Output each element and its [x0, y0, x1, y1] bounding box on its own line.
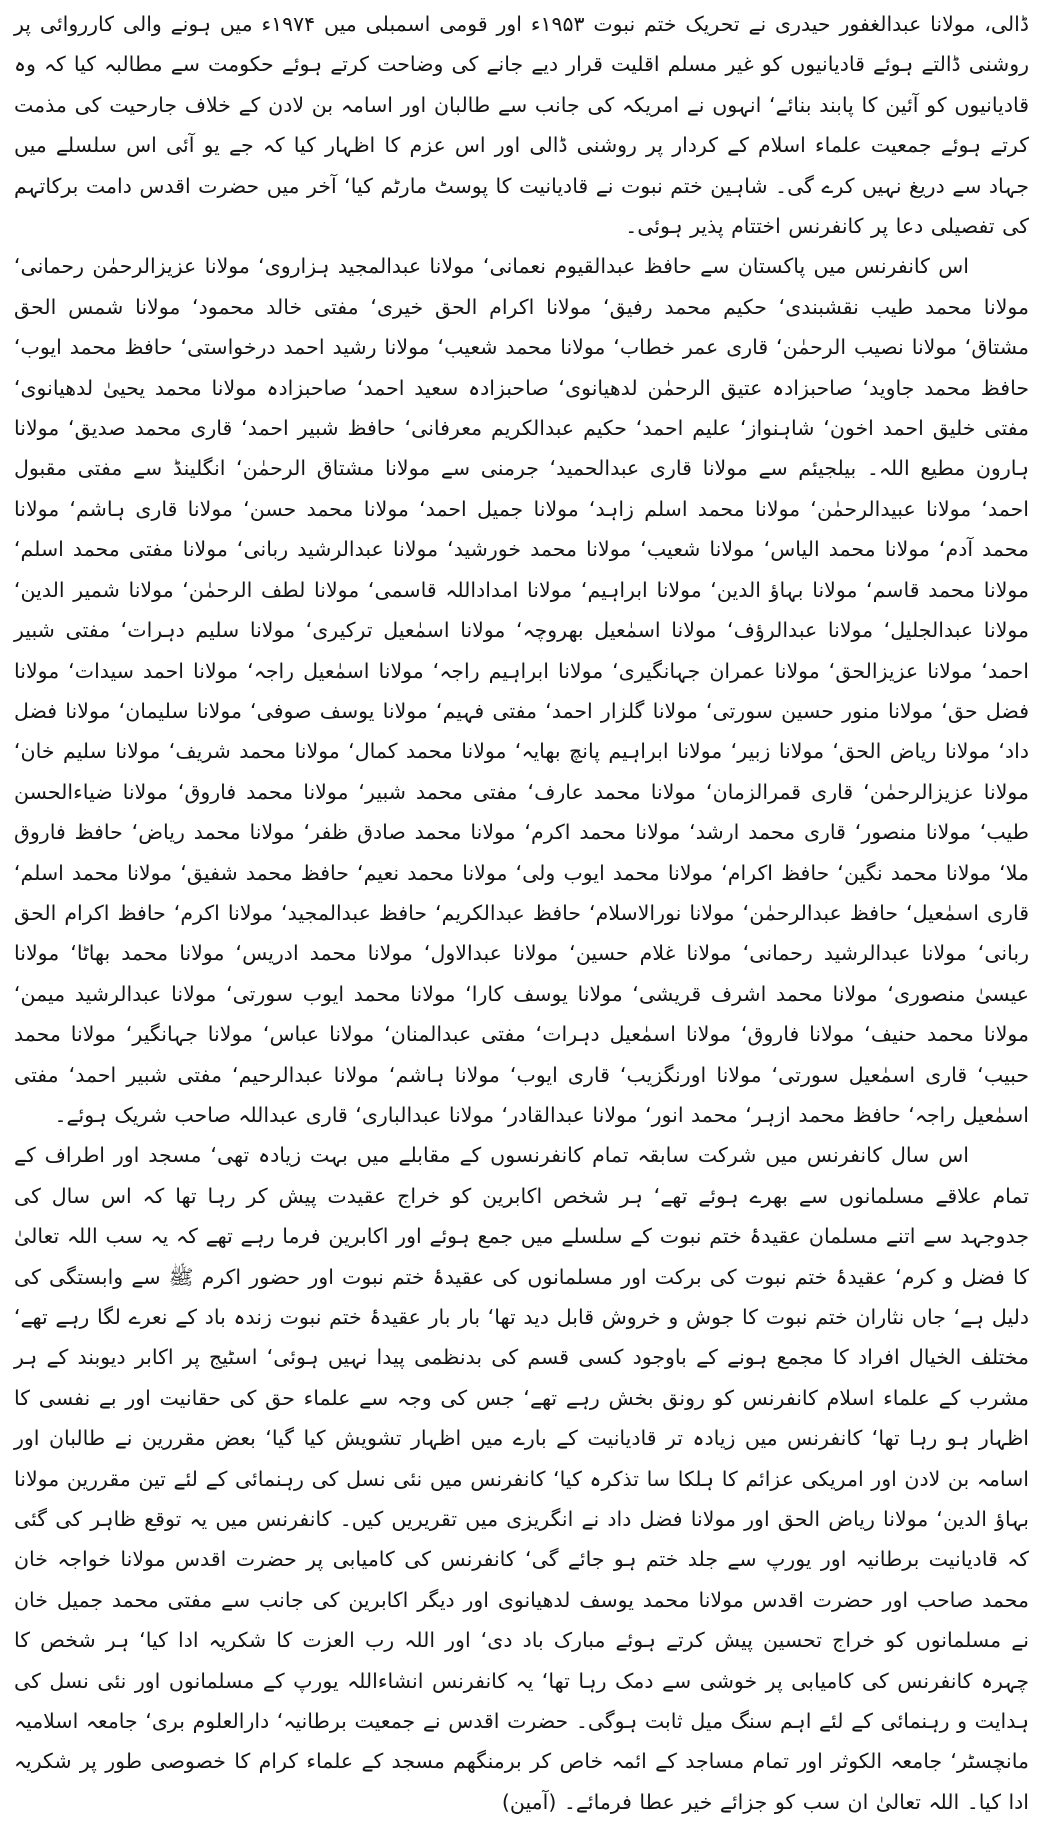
newspaper-text-column: [14, 4, 1029, 1814]
paragraph-conference-summary: ڈالی، مولانا عبدالغفور حیدری نے تحریک ختم نبوت ۱۹۵۳ء اور قومی اسمبلی میں ۱۹۷۴ء میں ہونے والی کارروائی پر روشنی ڈالتے ہوئے قادیانیوں کو غیر مسلم اقلیت قرار دیے جانے کی وضاحت کرتے ہوئے حکومت سے مطالبہ کیا کہ وہ قادیانیوں کو آئین کا پابند بنائے‘ انہوں نے امریکہ کی جانب سے طالبان اور اسامہ بن لادن کے خلاف جارحیت کی مذمت کرتے ہوئے جمعیت علماء اسلام کے کردار پر روشنی ڈالی اور اس عزم کا اظہار کیا کہ جے یو آئی اس سلسلے میں جہاد سے دریغ نہیں کرے گی۔ شاہین ختم نبوت نے قادیانیت کا پوسٹ مارٹم کیا‘ آخر میں حضرت اقدس دامت برکاتہم کی تفصیلی دعا پر کانفرنس اختتام پذیر ہوئی۔: [14, 12, 1029, 239]
paragraph-attendance-report: اس سال کانفرنس میں شرکت سابقہ تمام کانفرنسوں کے مقابلے میں بہت زیادہ تھی‘ مسجد اور اطراف کے تمام علاقے مسلمانوں سے بھرے ہوئے تھے‘ ہر شخص اکابرین کو خراج عقیدت پیش کر رہا تھا کہ اس سال کی جدوجہد سے اتنے مسلمان عقیدۂ ختم نبوت کے سلسلے میں جمع ہوئے اور اکابرین فرما رہے تھے کہ یہ سب اللہ تعالیٰ کا فضل و کرم‘ عقیدۂ ختم نبوت کی برکت اور مسلمانوں کی عقیدۂ ختم نبوت اور حضور اکرم ﷺ سے وابستگی کی دلیل ہے‘ جاں نثاران ختم نبوت کا جوش و خروش قابل دید تھا‘ بار بار عقیدۂ ختم نبوت زندہ باد کے نعرے لگا رہے تھے‘ مختلف الخیال افراد کا مجمع ہونے کے باوجود کسی قسم کی بدنظمی پیدا نہیں ہوئی‘ اسٹیج پر اکابر دیوبند کے ہر مشرب کے علماء اسلام کانفرنس کو رونق بخش رہے تھے‘ جس کی وجہ سے علماء حق کی حقانیت اور بے نفسی کا اظہار ہو رہا تھا‘ کانفرنس میں زیادہ تر قادیانیت کے بارے میں اظہار تشویش کیا گیا‘ بعض مقررین نے طالبان اور اسامہ بن لادن اور امریکی عزائم کا ہلکا سا تذکرہ کیا‘ کانفرنس میں نئی نسل کی رہنمائی کے لئے تین مقررین مولانا بہاؤ الدین‘ مولانا ریاض الحق اور مولانا فضل داد نے انگریزی میں تقریریں کیں۔ کانفرنس میں یہ توقع ظاہر کی گئی کہ قادیانیت برطانیہ اور یورپ سے جلد ختم ہو جائے گی‘ کانفرنس کی کامیابی پر حضرت اقدس مولانا خواجہ خان محمد صاحب اور حضرت اقدس مولانا محمد یوسف لدھیانوی اور دیگر اکابرین کی جانب سے مفتی محمد جمیل خان نے مسلمانوں کو خراج تحسین پیش کرتے ہوئے مبارک باد دی‘ اور اللہ رب العزت کا شکریہ ادا کیا‘ ہر شخص کا چہرہ کانفرنس کی کامیابی پر خوشی سے دمک رہا تھا‘ یہ کانفرنس انشاءاللہ یورپ کے مسلمانوں اور نئی نسل کی ہدایت و رہنمائی کے لئے اہم سنگ میل ثابت ہوگی۔ حضرت اقدس نے جمعیت برطانیہ‘ دارالعلوم بری‘ جامعہ اسلامیہ مانچسٹر‘ جامعہ الکوثر اور تمام مساجد کے ائمہ خاص کر برمنگھم مسجد کے علماء کرام کا خصوصی طور پر شکریہ ادا کیا۔ اللہ تعالیٰ ان سب کو جزائے خیر عطا فرمائے۔ (آمین): [14, 1143, 1029, 1814]
paragraph-participants-list: اس کانفرنس میں پاکستان سے حافظ عبدالقیوم نعمانی‘ مولانا عبدالمجید ہزاروی‘ مولانا عزیزالرحمٰن رحمانی‘ مولانا محمد طیب نقشبندی‘ حکیم محمد رفیق‘ مولانا اکرام الحق خیری‘ مفتی خالد محمود‘ مولانا شمس الحق مشتاق‘ مولانا نصیب الرحمٰن‘ قاری عمر خطاب‘ مولانا محمد شعیب‘ مولانا رشید احمد درخواستی‘ حافظ محمد ایوب‘ حافظ محمد جاوید‘ صاحبزادہ عتیق الرحمٰن لدھیانوی‘ صاحبزادہ سعید احمد‘ صاحبزادہ مولانا محمد یحییٰ لدھیانوی‘ مفتی خلیق احمد اخون‘ شاہنواز‘ علیم احمد‘ حکیم عبدالکریم معرفانی‘ حافظ شبیر احمد‘ قاری محمد صدیق‘ مولانا ہارون مطیع اللہ۔ بیلجیئم سے مولانا قاری عبدالحمید‘ جرمنی سے مولانا مشتاق الرحمٰن‘ انگلینڈ سے مفتی مقبول احمد‘ مولانا عبیدالرحمٰن‘ مولانا محمد اسلم زاہد‘ مولانا جمیل احمد‘ مولانا محمد حسن‘ مولانا قاری ہاشم‘ مولانا محمد آدم‘ مولانا محمد الیاس‘ مولانا شعیب‘ مولانا محمد خورشید‘ مولانا عبدالرشید ربانی‘ مولانا مفتی محمد اسلم‘ مولانا محمد قاسم‘ مولانا بہاؤ الدین‘ مولانا ابراہیم‘ مولانا امداداللہ قاسمی‘ مولانا لطف الرحمٰن‘ مولانا شمیر الدین‘ مولانا عبدالجلیل‘ مولانا عبدالرؤف‘ مولانا اسمٰعیل بھروچہ‘ مولانا اسمٰعیل ترکیری‘ مولانا سلیم دہرات‘ مفتی شبیر احمد‘ مولانا عزیزالحق‘ مولانا عمران جہانگیری‘ مولانا ابراہیم راجہ‘ مولانا اسمٰعیل راجہ‘ مولانا احمد سیدات‘ مولانا فضل حق‘ مولانا منور حسین سورتی‘ مولانا گلزار احمد‘ مفتی فہیم‘ مولانا یوسف صوفی‘ مولانا سلیمان‘ مولانا فضل داد‘ مولانا ریاض الحق‘ مولانا زبیر‘ مولانا ابراہیم پانچ بھایہ‘ مولانا محمد کمال‘ مولانا محمد شریف‘ مولانا سلیم خان‘ مولانا عزیزالرحمٰن‘ قاری قمرالزمان‘ مولانا محمد عارف‘ مفتی محمد شبیر‘ مولانا محمد فاروق‘ مولانا ضیاءالحسن طیب‘ مولانا منصور‘ قاری محمد ارشد‘ مولانا محمد اکرم‘ مولانا محمد صادق ظفر‘ مولانا محمد ریاض‘ حافظ فاروق ملا‘ مولانا محمد نگین‘ حافظ اکرام‘ مولانا محمد ایوب ولی‘ مولانا محمد نعیم‘ حافظ محمد شفیق‘ مولانا محمد اسلم‘ قاری اسمٰعیل‘ حافظ عبدالرحمٰن‘ مولانا نورالاسلام‘ حافظ عبدالکریم‘ حافظ عبدالمجید‘ مولانا اکرم‘ حافظ اکرام الحق ربانی‘ مولانا عبدالرشید رحمانی‘ مولانا غلام حسین‘ مولانا عبدالاول‘ مولانا محمد ادریس‘ مولانا محمد بھاٹا‘ مولانا عیسیٰ منصوری‘ مولانا محمد اشرف قریشی‘ مولانا یوسف کارا‘ مولانا محمد ایوب سورتی‘ مولانا عبدالرشید میمن‘ مولانا محمد حنیف‘ مولانا فاروق‘ مولانا اسمٰعیل دہرات‘ مفتی عبدالمنان‘ مولانا عباس‘ مولانا جہانگیر‘ مولانا محمد حبیب‘ قاری اسمٰعیل سورتی‘ مولانا اورنگزیب‘ قاری ایوب‘ مولانا ہاشم‘ مولانا عبدالرحیم‘ مفتی شبیر احمد‘ مفتی اسمٰعیل راجہ‘ حافظ محمد ازہر‘ محمد انور‘ مولانا عبدالقادر‘ مولانا عبدالباری‘ قاری عبداللہ صاحب شریک ہوئے۔: [14, 254, 1029, 1127]
